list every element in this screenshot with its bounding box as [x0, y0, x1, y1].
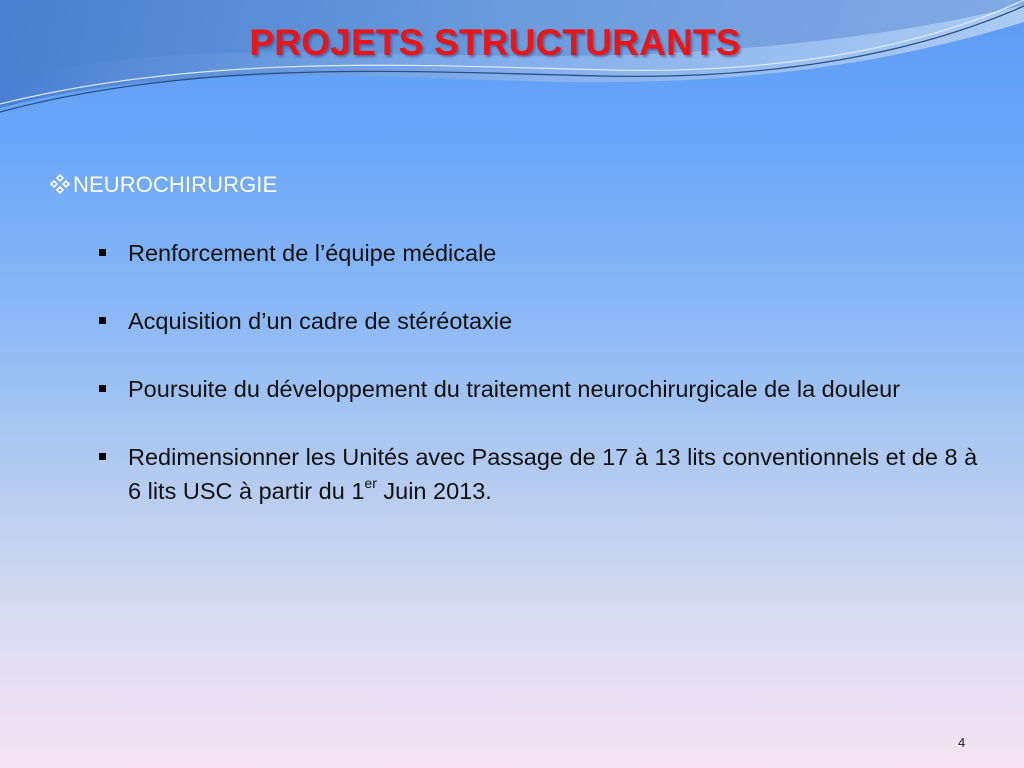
ordinal-superscript: er — [364, 475, 377, 491]
bullet-text — [128, 444, 977, 504]
bullet-item — [98, 372, 988, 406]
section-heading — [50, 172, 277, 198]
header-wave-band — [0, 0, 1024, 130]
bullet-text-end: Juin 2013. — [376, 478, 492, 504]
bullet-text: Poursuite du développement du traitement neurochirurgicale de la douleur — [128, 376, 901, 402]
square-bullet-icon — [99, 317, 106, 324]
page-number: 4 — [958, 735, 966, 750]
bullet-item — [98, 236, 988, 270]
section-label: NEUROCHIRURGIE — [73, 172, 278, 197]
bullet-text-main: Redimensionner les Unités avec Passage de 17 à 13 lits conventionnels et de 8 à 6 lits USC à partir du 1 — [128, 444, 978, 504]
square-bullet-icon — [99, 385, 106, 392]
slide-title: PROJETS STRUCTURANTS — [249, 22, 741, 63]
square-bullet-icon — [99, 453, 106, 460]
bullet-text: Renforcement de l’équipe médicale — [128, 240, 497, 266]
bullet-item — [98, 440, 988, 508]
bullet-list — [98, 236, 988, 508]
four-diamond-icon — [50, 174, 70, 194]
bullet-text: Acquisition d’un cadre de stéréotaxie — [128, 308, 513, 334]
square-bullet-icon — [99, 249, 106, 256]
bullet-item — [98, 304, 988, 338]
